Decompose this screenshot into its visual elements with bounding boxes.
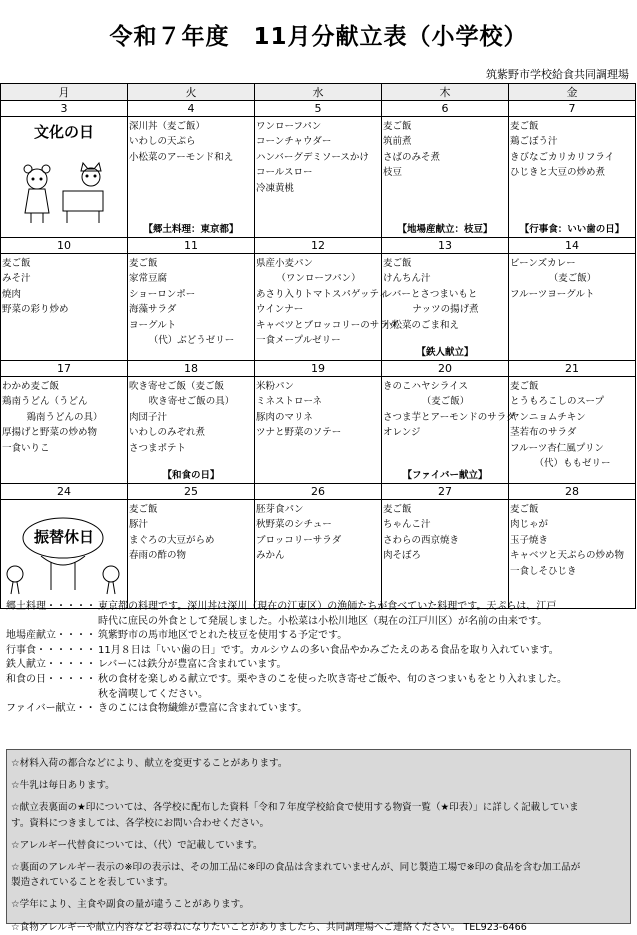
menu-item: 麦ご飯 xyxy=(383,504,412,515)
menu-item: ビーンズカレー xyxy=(510,258,576,269)
menu-item: 麦ご飯 xyxy=(129,258,158,269)
menu-item: 筑前煮 xyxy=(383,136,412,148)
menu-item: まぐろの大豆がらめ xyxy=(129,534,215,546)
date-cell: 14 xyxy=(509,238,636,254)
note-text: レバーには鉄分が豊富に含まれています。 xyxy=(98,659,287,671)
date-cell: 24 xyxy=(1,484,128,500)
menu-row xyxy=(1,117,636,238)
menu-item: さつまポテト xyxy=(129,442,187,454)
holiday-label: 文化の日 xyxy=(33,123,94,141)
menu-theme-label: 【郷土料理：東京都】 xyxy=(143,223,239,235)
note-text: きのこには食物繊維が豊富に含まれています。 xyxy=(98,703,308,715)
menu-item: 麦ご飯 xyxy=(510,121,539,132)
menu-item: 肉そぼろ xyxy=(383,550,422,562)
menu-item: あさり入りトマトスパゲッティ xyxy=(256,288,388,300)
date-cell: 18 xyxy=(128,361,255,377)
menu-item: さばのみそ煮 xyxy=(383,151,441,163)
menu-item: ショーロンポー xyxy=(129,288,196,300)
notice-line: ☆献立表裏面の★印については、各学校に配布した資料「令和７年度学校給食で使用する物資一覧（★印表）」に詳しく記載していま xyxy=(11,802,579,814)
menu-item: 春雨の酢の物 xyxy=(129,550,187,562)
menu-item: ちゃんこ汁 xyxy=(383,519,431,531)
menu-item: 麦ご飯 xyxy=(2,258,31,269)
note-row xyxy=(6,629,631,644)
day-cell xyxy=(382,500,509,609)
note-key: 和食の日・・・・・ xyxy=(6,673,96,685)
menu-calendar xyxy=(0,83,636,609)
menu-item: 野菜の彩り炒め xyxy=(2,304,69,316)
note-key xyxy=(6,688,98,703)
day-cell xyxy=(1,500,128,609)
menu-item: さわらの西京焼き xyxy=(383,534,460,546)
menu-item: ミネストローネ xyxy=(256,396,323,408)
menu-item: ツナと野菜のソテー xyxy=(256,427,342,439)
menu-item: ヨーグルト xyxy=(129,319,177,331)
menu-item: ウインナー xyxy=(256,304,304,316)
menu-item: 小松菜のごま和え xyxy=(383,319,460,331)
date-row xyxy=(1,484,636,500)
menu-item: ブロッコリーサラダ xyxy=(256,534,342,546)
note-key: 地場産献立・・・・ xyxy=(6,630,96,642)
menu-item: 茎若布のサラダ xyxy=(510,427,577,439)
menu-item: ハンバーグデミソースかけ xyxy=(256,151,369,163)
note-row xyxy=(6,658,631,673)
menu-item: 肉団子汁 xyxy=(129,411,168,423)
date-cell: 7 xyxy=(509,101,636,117)
menu-item: キャベツとブロッコリーのサラダ xyxy=(256,319,399,331)
menu-explanations xyxy=(6,600,631,717)
menu-item: きびなごカリカリフライ xyxy=(510,151,615,163)
menu-item: （麦ご飯） xyxy=(421,396,470,408)
day-cell xyxy=(128,254,255,361)
holiday-label: 振替休日 xyxy=(33,528,94,546)
note-text: 11月８日は「いい歯の日」です。カルシウムの多い食品やかみごたえのある食品を取り入れています。 xyxy=(98,644,559,656)
day-cell xyxy=(509,377,636,484)
note-text: 筑紫野市の馬市地区でとれた枝豆を使用する予定です。 xyxy=(98,630,348,642)
weekday-header: 木 xyxy=(382,84,509,101)
menu-item: 玉子焼き xyxy=(510,534,549,546)
menu-item: わかめ麦ご飯 xyxy=(2,381,60,392)
menu-item: 厚揚げと野菜の炒め物 xyxy=(2,427,98,439)
menu-item: （ワンローフパン） xyxy=(276,273,361,285)
note-key: 鉄人献立・・・・・ xyxy=(6,659,96,671)
date-cell: 3 xyxy=(1,101,128,117)
date-cell: 20 xyxy=(382,361,509,377)
holiday-illustration xyxy=(1,500,127,608)
date-cell: 12 xyxy=(255,238,382,254)
day-cell xyxy=(255,377,382,484)
menu-theme-label: 【地場産献立：枝豆】 xyxy=(397,223,493,235)
menu-row xyxy=(1,500,636,609)
menu-item: 秋野菜のシチュー xyxy=(256,519,332,531)
menu-item: 小松菜のアーモンド和え xyxy=(129,151,234,163)
date-cell: 11 xyxy=(128,238,255,254)
menu-item: 麦ご飯 xyxy=(383,121,412,132)
menu-item: オレンジ xyxy=(383,427,421,439)
day-cell xyxy=(128,377,255,484)
menu-theme-label: 【ファイバー献立】 xyxy=(402,469,488,481)
menu-item: フルーツ杏仁風プリン xyxy=(510,442,604,454)
menu-item: 鶏南うどんの具） xyxy=(26,411,103,423)
day-cell xyxy=(382,254,509,361)
notice-line: ☆食物アレルギーや献立内容などお尋ねになりたいことがありましたら、共同調理場へご連絡ください。 TEL923-6466 xyxy=(11,921,527,933)
menu-item: いわしのみぞれ煮 xyxy=(129,427,206,439)
note-row xyxy=(6,673,631,688)
menu-item: コールスロー xyxy=(256,167,313,179)
date-cell: 13 xyxy=(382,238,509,254)
date-cell: 5 xyxy=(255,101,382,117)
notice-line: ☆学年により、主食や副食の量が違うことがあります。 xyxy=(11,899,250,911)
day-cell xyxy=(255,500,382,609)
notice-line: ☆裏面のアレルギー表示の※印の表示は、その加工品に※印の食品は含まれていませんが、同じ製造工場で※印の食品を含む加工品が xyxy=(11,862,581,874)
menu-item: 海藻サラダ xyxy=(129,304,177,316)
note-row xyxy=(6,688,631,703)
date-cell: 27 xyxy=(382,484,509,500)
menu-item: 一食メープルゼリー xyxy=(256,334,341,346)
menu-item: 麦ご飯 xyxy=(510,381,539,392)
menu-item: レバーとさつまいもと xyxy=(383,288,478,300)
menu-item: 豚肉のマリネ xyxy=(256,411,313,423)
menu-item: 家常豆腐 xyxy=(129,273,168,285)
menu-item: ひじきと大豆の炒め煮 xyxy=(510,167,606,179)
note-text: 秋の食材を楽しめる献立です。栗やきのこを使った吹き寄せご飯や、旬のさつまいもをとり入れました。 xyxy=(98,673,567,685)
weekday-header: 水 xyxy=(255,84,382,101)
menu-row xyxy=(1,254,636,361)
menu-item: 麦ご飯 xyxy=(129,504,158,515)
date-cell: 28 xyxy=(509,484,636,500)
menu-item: 豚汁 xyxy=(129,519,149,531)
holiday-illustration xyxy=(1,117,127,237)
menu-item: 鶏南うどん（うどん xyxy=(2,396,88,408)
note-key: 郷土料理・・・・・ xyxy=(6,601,96,612)
menu-item: 一食いりこ xyxy=(2,442,50,454)
girl-illustration xyxy=(24,165,50,223)
menu-item: キャベツと天ぷらの炒め物 xyxy=(510,550,625,562)
note-text: 時代に庶民の外食として発展しました。小松菜は小松川地区（現在の江戸川区）が名前の由来です。 xyxy=(98,615,548,627)
day-cell xyxy=(509,254,636,361)
menu-item: 吹き寄せご飯の具） xyxy=(148,396,235,408)
menu-item: （代）ももゼリー xyxy=(534,457,611,469)
notice-line: ☆材料入荷の都合などにより、献立を変更することがあります。 xyxy=(11,758,288,769)
menu-item: ワンローフパン xyxy=(256,121,322,132)
menu-item: きのこハヤシライス xyxy=(383,381,469,392)
note-row xyxy=(6,702,631,717)
menu-item: 麦ご飯 xyxy=(510,504,539,515)
weekday-header: 金 xyxy=(509,84,636,101)
notice-line: ☆アレルギー代替食については、（代）で記載しています。 xyxy=(11,839,263,851)
note-row xyxy=(6,600,631,615)
note-row xyxy=(6,615,631,630)
notice-line: 製造されていることを表しています。 xyxy=(11,877,174,889)
menu-item: 米粉パン xyxy=(256,381,295,392)
date-cell: 6 xyxy=(382,101,509,117)
cat-illustration xyxy=(63,163,103,223)
menu-item: 吹き寄せご飯（麦ご飯 xyxy=(129,381,225,392)
day-cell xyxy=(509,117,636,238)
day-cell xyxy=(382,377,516,484)
menu-item: 枝豆 xyxy=(383,167,403,179)
menu-item: みそ汁 xyxy=(2,273,31,285)
weekday-header: 月 xyxy=(1,84,128,101)
menu-item: 焼肉 xyxy=(2,288,22,300)
menu-item: いわしの天ぷら xyxy=(129,136,196,148)
date-cell: 19 xyxy=(255,361,382,377)
day-cell xyxy=(128,500,255,609)
menu-theme-label: 【行事食：いい歯の日】 xyxy=(519,223,625,235)
menu-item: 麦ご飯 xyxy=(383,258,412,269)
date-cell: 25 xyxy=(128,484,255,500)
notice-line: す。資料につきましては、各学校にお問い合わせください。 xyxy=(11,817,270,829)
menu-item: ナッツの揚げ煮 xyxy=(412,304,479,316)
menu-item: コーンチャウダー xyxy=(256,136,332,148)
date-cell: 17 xyxy=(1,361,128,377)
menu-item: 肉じゃが xyxy=(510,519,549,531)
date-row xyxy=(1,101,636,117)
weekday-header-row xyxy=(1,84,636,101)
menu-item: 県産小麦パン xyxy=(256,258,314,269)
date-row xyxy=(1,238,636,254)
date-cell: 26 xyxy=(255,484,382,500)
page-title: 令和７年度 11月分献立表（小学校） xyxy=(109,24,528,50)
notice-box xyxy=(6,749,631,933)
date-cell: 10 xyxy=(1,238,128,254)
menu-item: さつま芋とアーモンドのサラダ xyxy=(383,411,516,423)
menu-item: （代）ぶどうゼリー xyxy=(148,334,235,346)
note-text: 東京都の料理です。深川丼は深川（現在の江東区）の漁師たちが食べていた料理です。天ぷらは、江戸 xyxy=(98,601,557,612)
note-row xyxy=(6,644,631,659)
date-cell: 4 xyxy=(128,101,255,117)
day-cell xyxy=(509,500,636,609)
day-cell xyxy=(1,117,128,238)
weekday-header: 火 xyxy=(128,84,255,101)
menu-theme-label: 【鉄人献立】 xyxy=(416,346,474,358)
note-key xyxy=(6,615,98,630)
menu-item: 胚芽食パン xyxy=(256,504,304,515)
menu-item: みかん xyxy=(256,550,285,562)
organization-name: 筑紫野市学校給食共同調理場 xyxy=(486,68,629,81)
note-key: ファイバー献立・・ xyxy=(6,703,96,715)
menu-item: フルーツヨーグルト xyxy=(510,288,595,300)
day-cell xyxy=(1,254,128,361)
menu-item: 深川丼（麦ご飯） xyxy=(129,121,206,132)
notice-line: ☆牛乳は毎日あります。 xyxy=(11,780,115,792)
menu-item: ヤンニョムチキン xyxy=(510,411,586,423)
day-cell xyxy=(1,377,128,484)
menu-theme-label: 【和食の日】 xyxy=(162,469,220,481)
note-text: 秋を満喫してください。 xyxy=(98,688,208,700)
menu-row xyxy=(1,377,636,484)
note-key: 行事食・・・・・・ xyxy=(6,644,96,656)
menu-item: 鶏ごぼう汁 xyxy=(510,136,558,148)
menu-item: とうもろこしのスープ xyxy=(510,396,605,408)
day-cell xyxy=(382,117,509,238)
menu-item: 冷凍黄桃 xyxy=(256,182,295,194)
day-cell xyxy=(128,117,255,238)
date-cell: 21 xyxy=(509,361,636,377)
day-cell xyxy=(255,117,382,238)
menu-item: （麦ご飯） xyxy=(548,273,597,285)
menu-item: けんちん汁 xyxy=(383,273,431,285)
menu-item: 一食しそひじき xyxy=(510,565,577,577)
date-row xyxy=(1,361,636,377)
